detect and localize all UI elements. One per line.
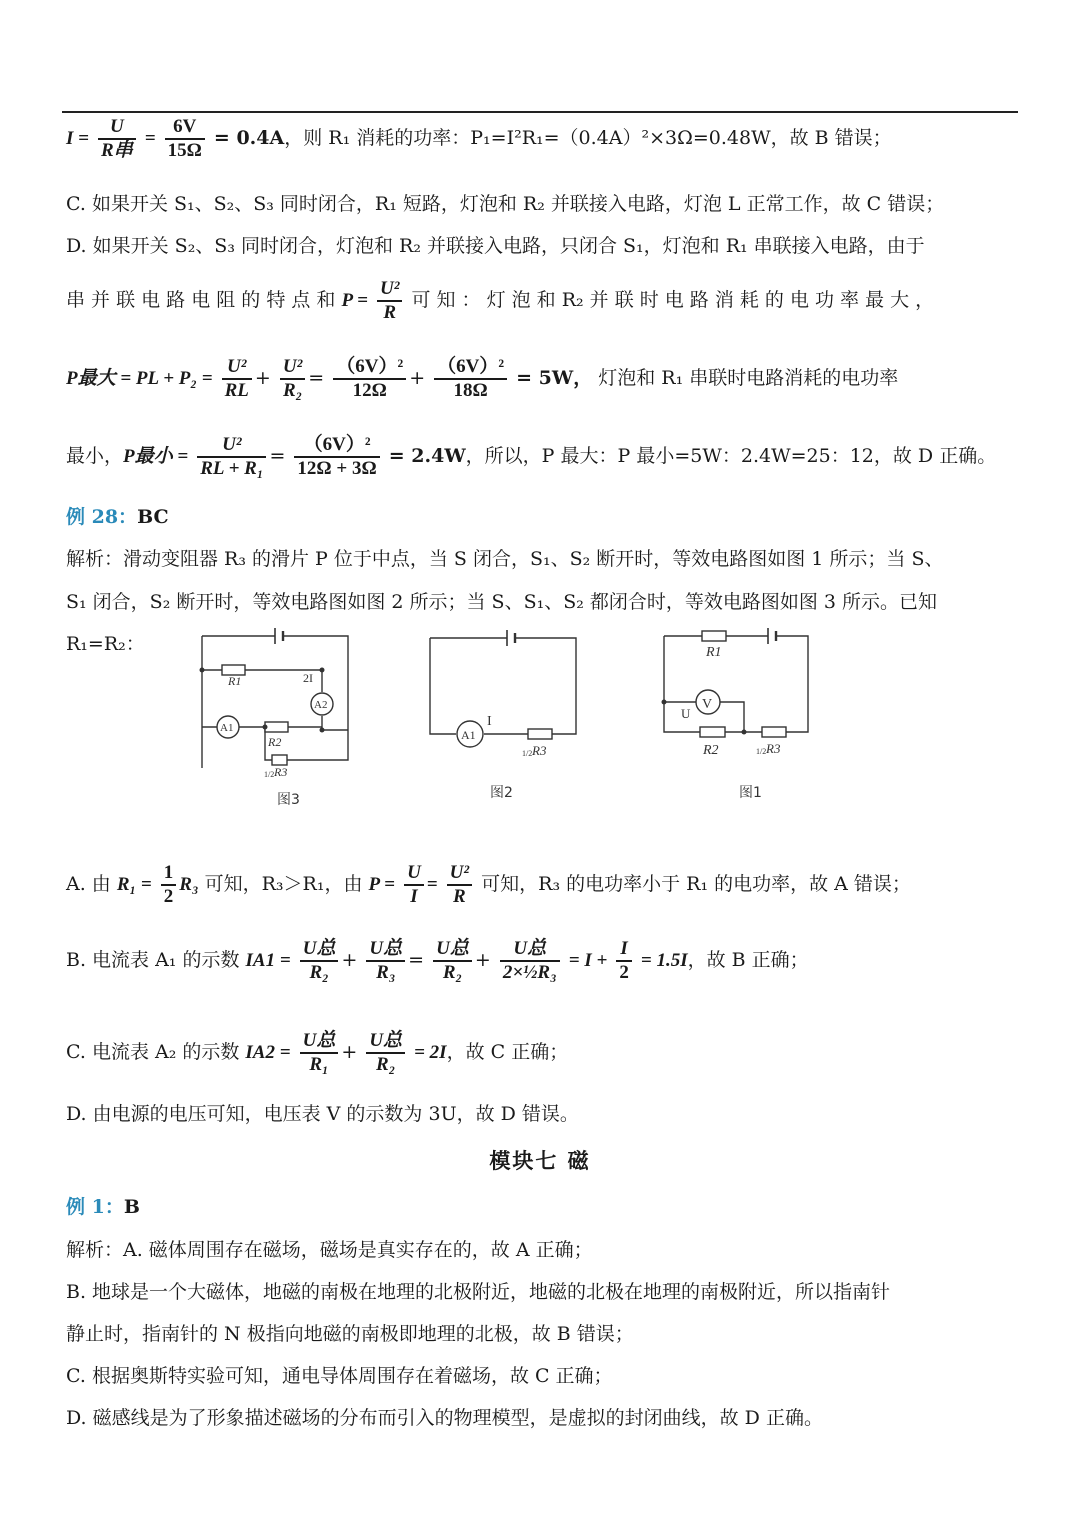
option-d-line3: P最大 = PL + P₂ = $\frac{\text{U²}}{RL}$ + $\frac{\text{U²}}{\text{R₂}}$ = $\frac{\text{（6V）²}}{12\Omega}$ + $\frac{\text{（6V）²}}{18\Omega}$ = 5W， 灯泡和 R₁ 串联时电路消耗的电功率 xyxy=(66,356,899,401)
line-text: 可知，R₃＞R₁，由 xyxy=(204,873,363,895)
fraction xyxy=(197,434,266,480)
formula-result: = 2I xyxy=(414,1042,447,1063)
frac-den: 18Ω xyxy=(453,380,488,401)
circuit-figure-2 xyxy=(430,630,576,747)
label-u: U xyxy=(681,706,691,721)
formula-lhs: P最小 = xyxy=(123,446,189,467)
line-text: C. 电流表 A₂ 的示数 xyxy=(66,1041,240,1063)
line-text: ，所以，P 最大：P 最小=5W：2.4W=25：12，故 D 正确。 xyxy=(465,445,997,467)
frac-num: U xyxy=(404,862,424,886)
top-rule xyxy=(62,111,1018,113)
frac-num: U² xyxy=(197,434,266,458)
frac-den: 12Ω + 3Ω xyxy=(297,458,377,479)
label-half: 1/2 xyxy=(264,770,275,779)
fraction-u-over-r xyxy=(98,116,136,162)
caption-fig2: 图2 xyxy=(490,785,513,801)
frac-num: （6V）² xyxy=(294,434,379,458)
line-text: 可知，R₃ 的电功率小于 R₁ 的电功率，故 A 错误； xyxy=(481,873,911,895)
fraction xyxy=(222,356,252,402)
label-a2: A2 xyxy=(314,699,328,711)
frac-den: 2 xyxy=(619,962,629,983)
formula-lhs: IA2 = xyxy=(245,1042,291,1063)
fraction xyxy=(366,1030,405,1076)
fraction-power xyxy=(377,278,402,324)
option-b-line: B. 电流表 A₁ 的示数 IA1 = $\frac{\text{U总}}{\text{R₂}}$ + $\frac{\text{U总}}{\text{R₃}}$ = $\frac{\text{U总}}{\text{R₂}}$ + $\frac{\text{U总}}{\text{2×½R₃}}$ = I + $\frac{I}{2}$ = 1.5I，故 B 正确； xyxy=(66,938,809,983)
fraction xyxy=(161,862,177,908)
fraction xyxy=(294,434,379,480)
label-i: I xyxy=(487,714,492,729)
fraction xyxy=(366,938,405,984)
formula-lhs: R₁ = xyxy=(116,874,152,895)
frac-den: 2 xyxy=(163,886,174,907)
line-text: ，则 R₁ 消耗的功率：P₁=I²R₁=（0.4A）²×3Ω=0.48W，故 B 错误； xyxy=(284,127,892,149)
frac-num: （6V）² xyxy=(434,356,507,380)
option-a-line xyxy=(66,862,911,908)
module-heading: 模块七 磁 xyxy=(489,1148,591,1173)
example-answer: B xyxy=(123,1196,140,1218)
formula-lhs: P最大 = PL + P₂ = xyxy=(66,368,213,389)
formula-part: = I + xyxy=(568,950,608,971)
label-a1: A1 xyxy=(461,728,476,742)
label-r1: R1 xyxy=(706,645,722,660)
ex28-analysis-1: 解析：滑动变阻器 R₃ 的滑片 P 位于中点，当 S 闭合，S₁、S₂ 断开时，等效电路图如图 1 所示；当 S、 xyxy=(66,548,944,570)
frac-den: 2×½R₃ xyxy=(502,962,557,983)
formula-result: = 2.4W xyxy=(388,445,466,467)
frac-den: R xyxy=(453,886,466,907)
label-r1: R1 xyxy=(228,674,242,688)
line-text: 串 并 联 电 路 电 阻 的 特 点 和 xyxy=(66,289,336,311)
frac-den: R₂ xyxy=(376,1054,396,1075)
fraction xyxy=(433,938,472,984)
line-text: B. 电流表 A₁ 的示数 xyxy=(66,949,240,971)
frac-den: 12Ω xyxy=(352,380,387,401)
option-c-text: C. 如果开关 S₁、S₂、S₃ 同时闭合，R₁ 短路，灯泡和 R₂ 并联接入电路，灯泡 L 正常工作，故 C 错误； xyxy=(66,193,945,215)
line-text: 最小， xyxy=(66,445,124,467)
formula-part: = xyxy=(426,874,438,895)
label-2i: 2I xyxy=(303,671,313,685)
fraction-6v-15ohm xyxy=(165,116,205,162)
label-half: 1/2 xyxy=(756,747,767,756)
ex1-analysis-2: B. 地球是一个大磁体，地磁的南极在地理的北极附近，地磁的北极在地理的南极附近，所以指南针 xyxy=(66,1281,891,1303)
frac-num: U xyxy=(98,116,136,140)
formula-result: = 0.4A xyxy=(213,127,285,149)
frac-num: 6V xyxy=(165,116,205,140)
formula-lhs: IA1 = xyxy=(245,950,291,971)
fraction xyxy=(333,356,406,402)
label-r3: R3 xyxy=(766,741,781,756)
line-text: 可 知 ： 灯 泡 和 R₂ 并 联 时 电 路 消 耗 的 电 功 率 最 大 ， xyxy=(411,289,935,311)
example-label: 例 1： xyxy=(66,1196,124,1218)
frac-num: U总 xyxy=(300,1030,339,1054)
fraction xyxy=(500,938,560,984)
example-label: 例 28： xyxy=(66,506,138,528)
line-text: 灯泡和 R₁ 串联时电路消耗的电功率 xyxy=(598,367,899,389)
option-c-line: C. 电流表 A₂ 的示数 IA2 = $\frac{\text{U总}}{\text{R₁}}$ + $\frac{\text{U总}}{\text{R₂}}$ = 2I，故 C 正确； xyxy=(66,1030,569,1075)
frac-den: RL xyxy=(224,380,249,401)
fraction xyxy=(300,1030,339,1076)
fraction xyxy=(280,356,305,402)
line-text: ，故 B 正确； xyxy=(687,949,809,971)
ex1-analysis-5: D. 磁感线是为了形象描述磁场的分布而引入的物理模型，是虚拟的封闭曲线，故 D 正确。 xyxy=(66,1407,823,1429)
ex28-analysis-2: S₁ 闭合，S₂ 断开时，等效电路图如图 2 所示；当 S、S₁、S₂ 都闭合时，等效电路图如图 3 所示。已知 xyxy=(66,591,938,613)
formula-lhs: P = xyxy=(368,874,396,895)
frac-num: U总 xyxy=(366,1030,405,1054)
frac-num: U总 xyxy=(433,938,472,962)
fraction xyxy=(434,356,507,402)
frac-num: U总 xyxy=(300,938,339,962)
frac-den: R₁ xyxy=(309,1054,329,1075)
frac-den: 15Ω xyxy=(167,140,202,161)
formula-line-current: I = $\frac{U}{\text{R串}}$ = $\frac{6V}{15\Omega}$ = 0.4A，则 R₁ 消耗的功率：P₁=I²R₁=（0.4A）²×3Ω=0.48W，故 B 错误； xyxy=(66,116,892,161)
line-text: ，故 C 正确； xyxy=(446,1041,569,1063)
fraction xyxy=(616,938,632,984)
option-d-line2 xyxy=(66,278,934,324)
frac-num: U² xyxy=(280,356,305,380)
formula-result: = 5W， xyxy=(516,367,593,389)
example-28-header xyxy=(66,503,169,531)
circuit-diagrams xyxy=(0,620,1080,820)
ex1-analysis-4: C. 根据奥斯特实验可知，通电导体周围存在着磁场，故 C 正确； xyxy=(66,1365,613,1387)
frac-num: U² xyxy=(377,278,402,302)
label-r3: R3 xyxy=(532,743,547,758)
example-1-header xyxy=(66,1193,140,1221)
ex1-analysis-3: 静止时，指南针的 N 极指向地磁的南极即地理的北极，故 B 错误； xyxy=(66,1323,634,1345)
formula-result: = 1.5I xyxy=(640,950,688,971)
frac-den: R₂ xyxy=(442,962,463,983)
frac-den: R₂ xyxy=(282,380,303,401)
frac-num: 1 xyxy=(161,862,177,886)
formula-lhs: I = xyxy=(66,128,89,149)
label-v: V xyxy=(702,697,713,712)
frac-den: RL + R₁ xyxy=(200,458,264,479)
frac-den: R串 xyxy=(101,140,133,161)
frac-num: （6V）² xyxy=(333,356,406,380)
formula-lhs: P = xyxy=(341,290,368,311)
frac-den: I xyxy=(410,886,418,907)
label-a1: A1 xyxy=(220,722,234,734)
ex1-analysis-1: 解析：A. 磁体周围存在磁场，磁场是真实存在的，故 A 正确； xyxy=(66,1239,593,1261)
example-answer: BC xyxy=(137,506,169,528)
frac-num: U² xyxy=(447,862,472,886)
frac-num: I xyxy=(616,938,632,962)
frac-den: R xyxy=(383,302,397,323)
fraction xyxy=(447,862,472,908)
label-r2: R2 xyxy=(703,743,719,758)
frac-num: U总 xyxy=(500,938,560,962)
formula-part: R₃ xyxy=(179,874,199,895)
caption-fig1: 图1 xyxy=(739,785,762,801)
option-d-line4: 最小，P最小 = $\frac{\text{U²}}{\text{RL + R₁}}$ = $\frac{\text{（6V）²}}{12\Omega + 3\Omega}$ = 2.4W，所以，P 最大：P 最小=5W：2.4W=25：12，故 D 正确。 xyxy=(66,434,997,479)
label-r2: R2 xyxy=(268,735,282,749)
frac-den: R₂ xyxy=(309,962,329,983)
ex28-analysis-3: R₁=R₂： xyxy=(66,633,145,655)
option-d-line: D. 由电源的电压可知，电压表 V 的示数为 3U，故 D 错误。 xyxy=(66,1103,579,1125)
label-r3: R3 xyxy=(274,765,288,779)
frac-num: U² xyxy=(222,356,252,380)
line-text: A. 由 xyxy=(66,873,111,895)
fraction xyxy=(404,862,424,908)
frac-den: R₃ xyxy=(376,962,396,983)
caption-fig3: 图3 xyxy=(277,792,300,808)
option-d-text: D. 如果开关 S₂、S₃ 同时闭合，灯泡和 R₂ 并联接入电路，只闭合 S₁，灯泡和 R₁ 串联接入电路，由于 xyxy=(66,235,925,257)
label-half: 1/2 xyxy=(522,749,533,758)
fraction xyxy=(300,938,339,984)
frac-num: U总 xyxy=(366,938,405,962)
